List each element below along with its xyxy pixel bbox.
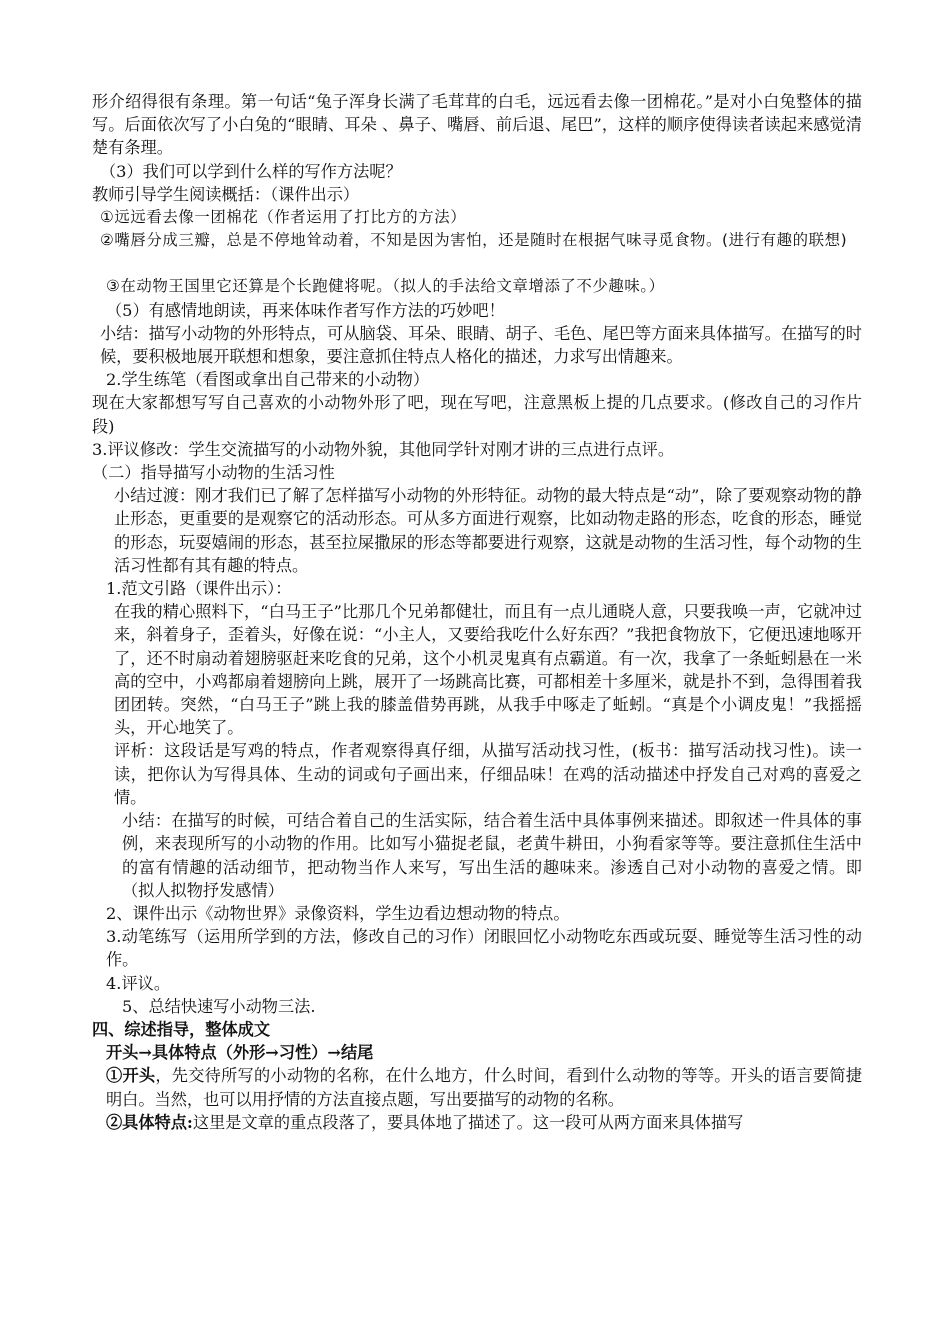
list-item: ①远远看去像一团棉花（作者运用了打比方的方法） — [100, 208, 467, 227]
paragraph — [92, 1111, 862, 1134]
list-item: ③在动物王国里它还算是个长跑健将呢。（拟人的手法给文章增添了不少趣味。） — [106, 277, 665, 296]
step-heading: 3.评议修改：学生交流描写的小动物外貌，其他同学针对刚才讲的三点进行点评。 — [92, 439, 675, 459]
paragraph: 形介绍得很有条理。第一句话“兔子浑身长满了毛茸茸的白毛，远远看去像一团棉花。”是对小白兔整体的描写。后面依次写了小白兔的“眼睛、耳朵 、鼻子、嘴唇、前后退、尾巴”，这样的顺序使得读者读起来感觉清楚有条理。 — [92, 92, 862, 158]
summary-paragraph: 小结过渡：刚才我们已了解了怎样描写小动物的外形特征。动物的最大特点是“动”，除了要观察动物的静止形态，更重要的是观察它的活动形态。可从多方面进行观察，比如动物走路的形态，吃食的形态，睡觉的形态，玩耍嬉闹的形态，甚至拉屎撒尿的形态等都要进行观察，这就是动物的生活习性，每个动物的生活习性都有其有趣的特点。 — [114, 486, 862, 575]
step-heading: 5、总结快速写小动物三法. — [122, 996, 316, 1016]
structure-outline: 开头→具体特点（外形→习性）→结尾 — [106, 1043, 374, 1063]
paragraph — [92, 1064, 862, 1110]
section-heading: （二）指导描写小动物的生活习性 — [92, 463, 335, 483]
step-heading: 4.评议。 — [106, 973, 171, 993]
example-paragraph: 在我的精心照料下，“白马王子”比那几个兄弟都健壮，而且有一点儿通晓人意，只要我唤一声，它就冲过来，斜着身子，歪着头，好像在说：“小主人，又要给我吃什么好东西？”我把食物放下，它便迅速地啄开了，还不时扇动着翅膀驱赶来吃食的兄弟，这个小机灵鬼真有点霸道。有一次，我拿了一条蚯蚓悬在一米高的空中，小鸡都扇着翅膀向上跳，展开了一场跳高比赛，可都相差十多厘米，就是扑不到，急得围着我团团转。突然，“白马王子”跳上我的膝盖借势再跳，从我手中啄走了蚯蚓。“真是个小调皮鬼！”我摇摇头，开心地笑了。 — [114, 602, 862, 738]
summary-paragraph: 小结：描写小动物的外形特点，可从脑袋、耳朵、眼睛、胡子、毛色、尾巴等方面来具体描写。在描写的时候，要积极地展开联想和想象，要注意抓住特点人格化的描述，力求写出情趣来。 — [100, 323, 862, 367]
term-label: ①开头 — [106, 1066, 156, 1086]
list-item: ②嘴唇分成三瓣，总是不停地耸动着，不知是因为害怕，还是随时在根据气味寻觅食物。(进行有趣的联想) — [100, 231, 848, 250]
document-page — [92, 90, 862, 1134]
term-text: ，先交待所写的小动物的名称，在什么地方，什么时间，看到什么动物的等等。开头的语言要简捷明白。当然，也可以用抒情的方法直接点题，写出要描写的动物的名称。 — [106, 1066, 863, 1109]
question-heading: （5）有感情地朗读，再来体味作者写作方法的巧妙吧！ — [106, 300, 505, 320]
step-heading: 2、课件出示《动物世界》录像资料，学生边看边想动物的特点。 — [106, 903, 570, 923]
commentary-paragraph: 评析：这段话是写鸡的特点，作者观察得真仔细，从描写活动找习性，(板书：描写活动找习性)。读一读，把你认为写得具体、生动的词或句子画出来，仔细品味！在鸡的活动描述中抒发自己对鸡的喜爱之情。 — [114, 741, 862, 807]
summary-paragraph: 小结：在描写的时候，可结合着自己的生活实际，结合着生活中具体事例来描述。即叙述一件具体的事例，来表现所写的小动物的作用。比如写小猫捉老鼠，老黄牛耕田，小狗看家等等。要注意抓住生活中的富有情趣的活动细节，把动物当作人来写，写出生活的趣味来。渗透自己对小动物的喜爱之情。即（拟人拟物抒发感情） — [122, 811, 862, 900]
step-heading: 1.范文引路（课件出示）： — [106, 579, 292, 599]
step-heading: 2.学生练笔（看图或拿出自己带来的小动物） — [106, 370, 430, 390]
section-heading: 四、综述指导，整体成文 — [92, 1019, 271, 1039]
question-heading: （3）我们可以学到什么样的写作方法呢？ — [100, 161, 402, 181]
step-heading: 3.动笔练写（运用所学到的方法，修改自己的习作）闭眼回忆小动物吃东西或玩耍、睡觉等生活习性的动作。 — [106, 927, 862, 970]
paragraph: 现在大家都想写写自己喜欢的小动物外形了吧，现在写吧，注意黑板上提的几点要求。(修改自己的习作片段) — [92, 393, 862, 436]
term-text: 这里是文章的重点段落了，要具体地了描述了。这一段可从两方面来具体描写 — [192, 1112, 744, 1132]
paragraph: 教师引导学生阅读概括：（课件出示） — [92, 184, 360, 204]
blank-line — [92, 252, 862, 275]
term-label: ②具体特点: — [106, 1112, 193, 1132]
